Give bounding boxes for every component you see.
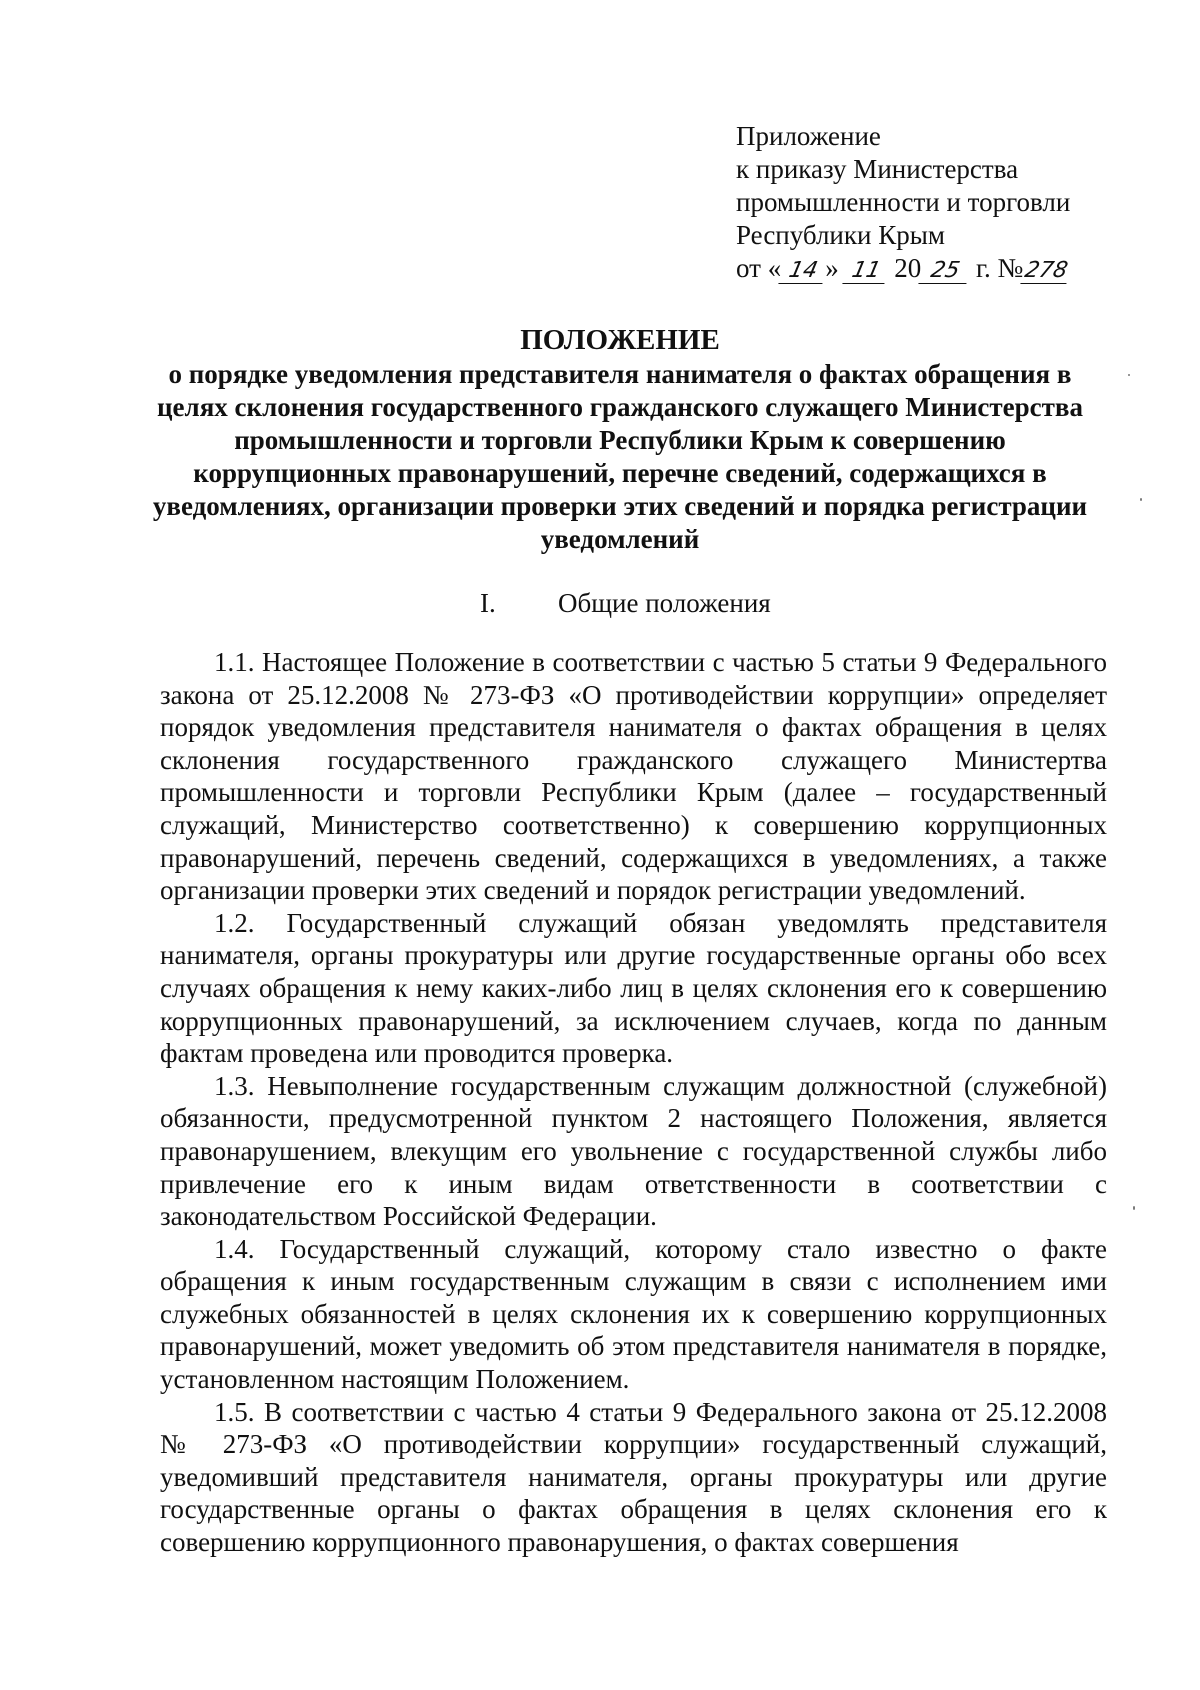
quote-close: »	[825, 253, 839, 283]
paragraph-1-1: 1.1. Настоящее Положение в соответствии с частью 5 статьи 9 Федерального закона от 25.12.2008 № 273-ФЗ «О противодействии коррупции» определяет порядок уведомления представителя нанимателя о фактах обращения в целях склонения государственного гражданского служащего Министертва промышленности и торговли Республики Крым (далее – государственный служащий, Министерство соответственно) к совершению коррупционных правонарушений, перечень сведений, содержащихся в уведомлениях, а также организации проверки этих сведений и порядок регистрации уведомлений.	[160, 647, 1107, 906]
paragraph-1-3: 1.3. Невыполнение государственным служащим должностной (служебной) обязанности, предусмотренной пунктом 2 настоящего Положения, является правонарушением, влекущим его увольнение с государственной службы либо привлечение его к иным видам ответственности в соответствии с законодательством Российской Федерации.	[160, 1070, 1107, 1232]
scan-speck	[1140, 498, 1142, 501]
document-title	[150, 322, 1090, 556]
year-prefix: 20	[894, 253, 922, 283]
section-title: Общие положения	[558, 588, 771, 618]
appendix-block	[736, 120, 1070, 285]
section-number: I.	[480, 588, 496, 618]
scan-speck	[1128, 374, 1130, 376]
date-prefix: от «	[736, 253, 782, 283]
paragraph-1-4: 1.4. Государственный служащий, которому стало известно о факте обращения к иным государственным служащим в связи с исполнением ими служебных обязанностей в целях склонения их к совершению коррупционных правонарушений, может уведомить об этом представителя нанимателя в порядке, установленном настоящим Положением.	[160, 1233, 1107, 1395]
document-body	[160, 646, 1107, 1559]
handwritten-day: 14	[779, 259, 828, 284]
paragraph-1-5: 1.5. В соответствии с частью 4 статьи 9 Федерального закона от 25.12.2008 № 273-ФЗ «О противодействии коррупции» государственный служащий, уведомивший представителя нанимателя, органы прокуратуры или другие государственные органы о фактах обращения в целях склонения его к совершению коррупционного правонарушения, о фактах совершения	[160, 1396, 1107, 1558]
paragraph-1-2: 1.2. Государственный служащий обязан уведомлять представителя нанимателя, органы прокуратуры или другие государственные органы обо всех случаях обращения к нему каких-либо лиц в целях склонения его к совершению коррупционных правонарушений, за исключением случаев, когда по данным фактам проведена или проводится проверка.	[160, 907, 1107, 1069]
title-heading: ПОЛОЖЕНИЕ	[520, 324, 720, 356]
year-label: г. №	[975, 253, 1024, 283]
appendix-line: промышленности и торговли	[736, 187, 1071, 217]
appendix-line: Приложение	[736, 121, 881, 151]
scan-speck	[1133, 1206, 1135, 1210]
title-subtitle: о порядке уведомления представителя нанимателя о фактах обращения в целях склонения государственного гражданского служащего Министерства промышленности и торговли Республики Крым к совершению коррупционных правонарушений, перечне сведений, содержащихся в уведомлениях, организации проверки этих сведений и порядка регистрации уведомлений	[152, 359, 1088, 554]
appendix-line: к приказу Министерства	[736, 154, 1019, 184]
handwritten-order-number: 278	[1021, 259, 1072, 284]
section-heading	[480, 586, 771, 620]
appendix-line: Республики Крым	[736, 220, 945, 250]
handwritten-year: 25	[919, 259, 972, 284]
handwritten-month: 11	[843, 259, 890, 284]
appendix-date-line	[736, 252, 1070, 285]
